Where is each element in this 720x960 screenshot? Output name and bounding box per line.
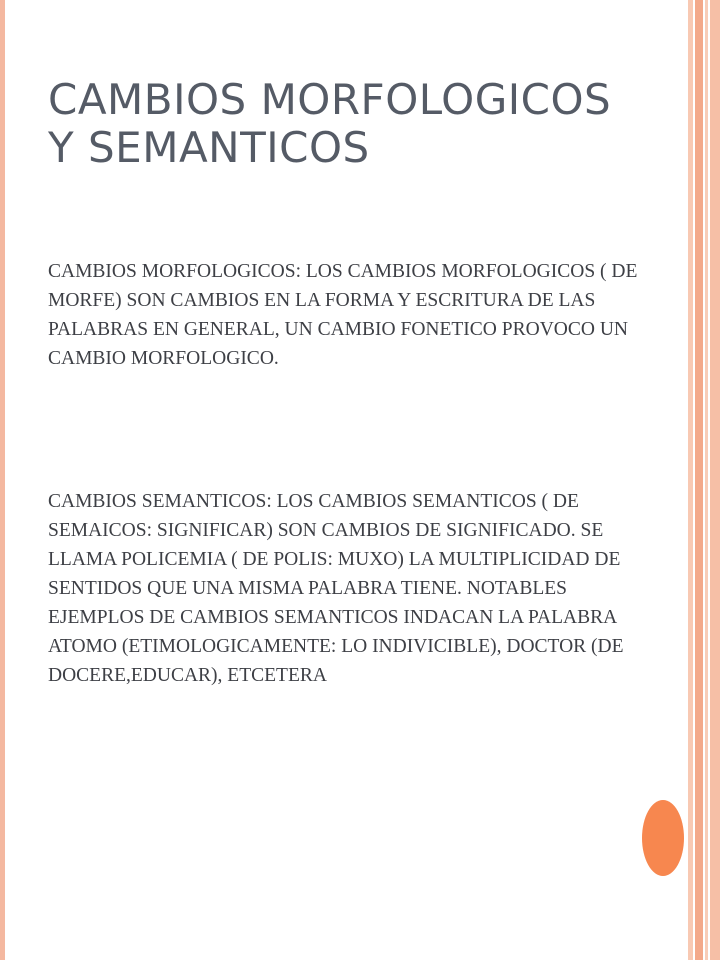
orange-oval-decoration — [642, 800, 684, 876]
right-stripe-decoration — [710, 0, 720, 960]
right-stripe-decoration — [705, 0, 708, 960]
slide-title: CAMBIOS MORFOLOGICOS Y SEMANTICOS — [48, 75, 612, 172]
right-stripe-decoration — [695, 0, 703, 960]
paragraph-morfologicos: CAMBIOS MORFOLOGICOS: LOS CAMBIOS MORFOLOGICOS ( DE MORFE) SON CAMBIOS EN LA FORMA Y ESCRITURA DE LAS PALABRAS EN GENERAL, UN CAMBIO FONETICO PROVOCO UN CAMBIO MORFOLOGICO. — [48, 261, 638, 369]
paragraph-semanticos: CAMBIOS SEMANTICOS: LOS CAMBIOS SEMANTICOS ( DE SEMAICOS: SIGNIFICAR) SON CAMBIOS DE SIGNIFICADO. SE LLAMA POLICEMIA ( DE POLIS: MUXO) LA MULTIPLICIDAD DE SENTIDOS QUE UNA MISMA PALABRA TIENE. NOTABLES EJEMPLOS DE CAMBIOS SEMANTICOS INDACAN LA PALABRA ATOMO (ETIMOLOGICAMENTE: LO INDIVICIBLE), DOCTOR (DE DOCERE,EDUCAR), ETCETERA — [48, 491, 624, 686]
left-border-decoration — [0, 0, 5, 960]
right-stripe-decoration — [688, 0, 693, 960]
